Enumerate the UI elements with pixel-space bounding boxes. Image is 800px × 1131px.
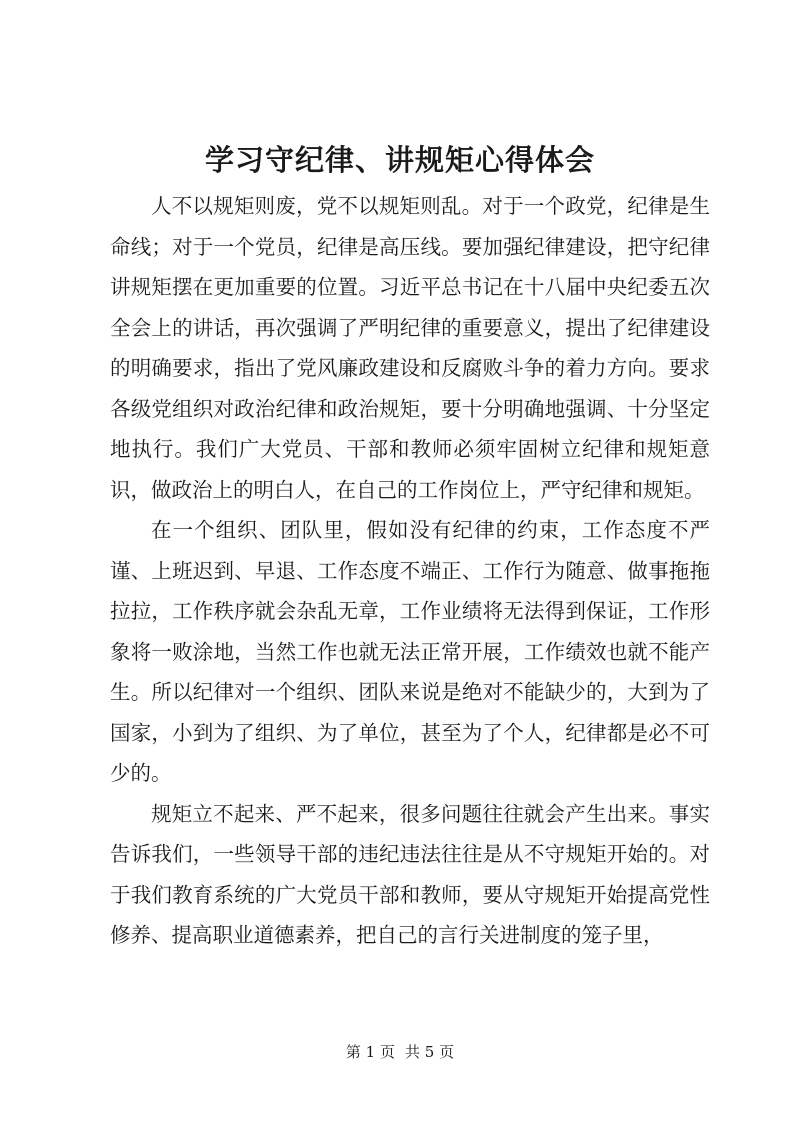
- total-pages: 共 5 页: [405, 1043, 455, 1061]
- paragraph-1: 人不以规矩则废，党不以规矩则乱。对于一个政党，纪律是生命线；对于一个党员，纪律是高压线。要加强纪律建设，把守纪律讲规矩摆在更加重要的位置。习近平总书记在十八届中央纪委五次全会上的讲话，再次强调了严明纪律的重要意义，提出了纪律建设的明确要求，指出了党风廉政建设和反腐败斗争的着力方向。要求各级党组织对政治纪律和政治规矩，要十分明确地强调、十分坚定地执行。我们广大党员、干部和教师必须牢固树立纪律和规矩意识，做政治上的明白人，在自己的工作岗位上，严守纪律和规矩。: [110, 194, 710, 502]
- document-body: [110, 186, 710, 956]
- paragraph-2: 在一个组织、团队里，假如没有纪律的约束，工作态度不严谨、上班迟到、早退、工作态度不端正、工作行为随意、做事拖拖拉拉，工作秩序就会杂乱无章，工作业绩将无法得到保证，工作形象将一败涂地，当然工作也就无法正常开展，工作绩效也就不能产生。所以纪律对一个组织、团队来说是绝对不能缺少的，大到为了国家，小到为了组织、为了单位，甚至为了个人，纪律都是必不可少的。: [110, 518, 710, 785]
- paragraph-3: 规矩立不起来、严不起来，很多问题往往就会产生出来。事实告诉我们，一些领导干部的违纪违法往往是从不守规矩开始的。对于我们教育系统的广大党员干部和教师，要从守规矩开始提高党性修养、提高职业道德素养，把自己的言行关进制度的笼子里，: [110, 801, 710, 947]
- page-footer: [0, 1042, 800, 1062]
- page-number: 第 1 页: [345, 1043, 395, 1061]
- document-title: 学习守纪律、讲规矩心得体会: [204, 143, 595, 177]
